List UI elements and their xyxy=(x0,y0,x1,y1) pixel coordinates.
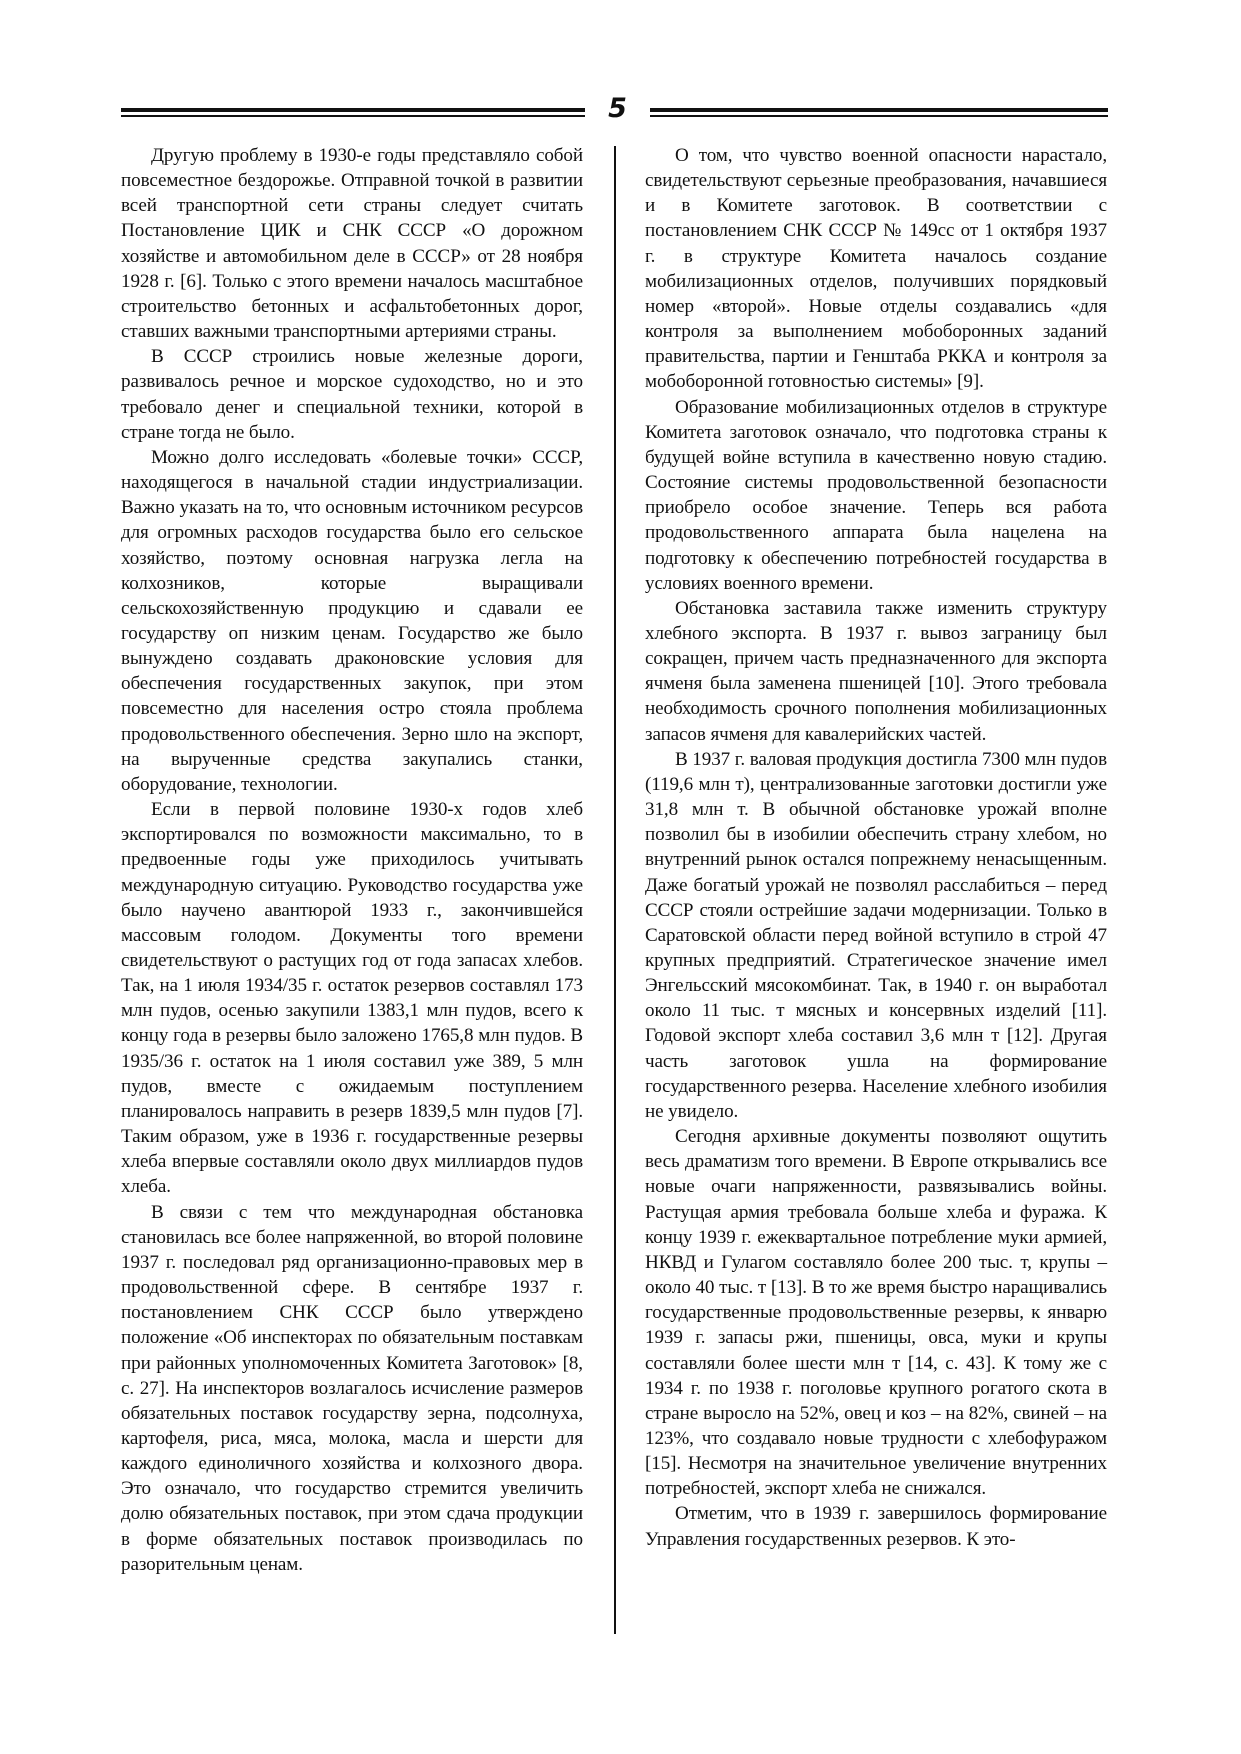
paragraph: В СССР строились новые железные дороги, развивалось речное и морское судоходство, но и это требовало денег и специальной техники, которой в стране тогда не было. xyxy=(121,346,583,443)
paragraph: В 1937 г. валовая продукция достигла 7300 млн пудов (119,6 млн т), централизованные заготовки достигли уже 31,8 млн т. В обычной обстановке урожай вполне позволил бы в изобилии обеспечить страну хлебом, но внутренний рынок остался попрежнему ненасыщенным. Даже богатый урожай не позволял расслабиться – перед СССР стояли острейшие задачи модернизации. Только в Саратовской области перед войной вступило в строй 47 крупных предприятий. Стратегическое значение имел Энгельсский мясокомбинат. Так, в 1940 г. он выработал около 11 тыс. т мясных и консервных изделий [11]. Годовой экспорт хлеба составил 3,6 млн т [12]. Другая часть заготовок ушла на формирование государственного резерва. Население хлебного изобилия не увидело. xyxy=(645,748,1107,1122)
paragraph: О том, что чувство военной опасности нарастало, свидетельствуют серьезные преобразования, начавшиеся и в Комитете заготовок. В соответствии с постановлением СНК СССР № 149сс от 1 октября 1937 г. в структуре Комитета началось создание мобилизационных отделов, получивших порядковый номер «второй». Новые отделы создавались «для контроля за выполнением мобоборонных заданий правительства, партии и Генштаба РККА и контроля за мобоборонной готовностью системы» [9]. xyxy=(645,145,1107,393)
paragraph: Образование мобилизационных отделов в структуре Комитета заготовок означало, что подготовка страны к будущей войне вступила в качественно новую стадию. Состояние системы продовольственной безопасности приобрело особое значение. Теперь вся работа продовольственного аппарата была нацелена на подготовку к обеспечению потребностей государства в условиях военного времени. xyxy=(645,396,1107,594)
right-column xyxy=(645,143,1107,1552)
paragraph: Если в первой половине 1930-х годов хлеб экспортировался по возможности максимально, то в предвоенные годы уже приходилось учитывать международную ситуацию. Руководство государства уже было научено авантюрой 1933 г., закончившейся массовым голодом. Документы того времени свидетельствуют о растущих год от года запасах хлебов. Так, на 1 июля 1934/35 г. остаток резервов составлял 173 млн пудов, осенью закупили 1383,1 млн пудов, всего к концу года в резервы было заложено 1765,8 млн пудов. В 1935/36 г. остаток на 1 июля составил уже 389, 5 млн пудов, вместе с ожидаемым поступлением планировалось направить в резерв 1839,5 млн пудов [7]. Таким образом, уже в 1936 г. государственные резервы хлеба впервые составляли около двух миллиардов пудов хлеба. xyxy=(121,799,583,1198)
header-rule-right xyxy=(650,108,1108,118)
page-number: 5 xyxy=(608,93,627,124)
paragraph: Можно долго исследовать «болевые точки» СССР, находящегося в начальной стадии индустриализации. Важно указать на то, что основным источником ресурсов для огромных расходов государства было его сельское хозяйство, поэтому основная нагрузка легла на колхозников, которые выращивали сельскохозяйственную продукцию и сдавали ее государству оп низким ценам. Государство же было вынуждено создавать драконовские условия для обеспечения государственных закупок, при этом повсеместно для населения остро стояла проблема продовольственного обеспечения. Зерно шло на экспорт, на вырученные средства закупались станки, оборудование, технологии. xyxy=(121,446,583,795)
left-column xyxy=(121,143,583,1577)
paragraph: Отметим, что в 1939 г. завершилось формирование Управления государственных резервов. К это- xyxy=(645,1503,1107,1550)
header-rule-left xyxy=(121,108,585,118)
paragraph: Обстановка заставила также изменить структуру хлебного экспорта. В 1937 г. вывоз заграницу был сокращен, причем часть предназначенного для экспорта ячменя была заменена пшеницей [10]. Этого требовала необходимость срочного пополнения мобилизационных запасов ячменя для кавалерийских частей. xyxy=(645,597,1107,745)
paragraph: Сегодня архивные документы позволяют ощутить весь драматизм того времени. В Европе открывались все новые очаги напряженности, развязывались войны. Растущая армия требовала больше хлеба и фуража. К концу 1939 г. ежеквартальное потребление муки армией, НКВД и Гулагом составляло более 200 тыс. т, крупы – около 40 тыс. т [13]. В то же время быстро наращивались государственные продовольственные резервы, к январю 1939 г. запасы ржи, пшеницы, овса, муки и крупы составляли более шести млн т [14, с. 43]. К тому же с 1934 г. по 1938 г. поголовье крупного рогатого скота в стране выросло на 52%, овец и коз – на 82%, свиней – на 123%, что создавало новые трудности с хлебофуражом [15]. Несмотря на значительное увеличение внутренних потребностей, экспорт хлеба не снижался. xyxy=(645,1126,1107,1500)
column-divider xyxy=(614,146,616,1634)
page-header xyxy=(0,93,1241,130)
paragraph: В связи с тем что международная обстановка становилась все более напряженной, во второй половине 1937 г. последовал ряд организационно-правовых мер в продовольственной сфере. В сентябре 1937 г. постановлением СНК СССР было утверждено положение «Об инспекторах по обязательным поставкам при районных уполномоченных Комитета Заготовок» [8, с. 27]. На инспекторов возлагалось исчисление размеров обязательных поставок государству зерна, подсолнуха, картофеля, риса, мяса, молока, масла и шерсти для каждого единоличного хозяйства и колхозного двора. Это означало, что государство стремится увеличить долю обязательных поставок, при этом сдача продукции в форме обязательных поставок производилась по разорительным ценам. xyxy=(121,1201,583,1575)
paragraph: Другую проблему в 1930-е годы представляло собой повсеместное бездорожье. Отправной точкой в развитии всей транспортной сети страны следует считать Постановление ЦИК и СНК СССР «О дорожном хозяйстве и автомобильном деле в СССР» от 28 ноября 1928 г. [6]. Только с этого времени началось масштабное строительство бетонных и асфальтобетонных дорог, ставших важными транспортными артериями страны. xyxy=(121,145,583,343)
